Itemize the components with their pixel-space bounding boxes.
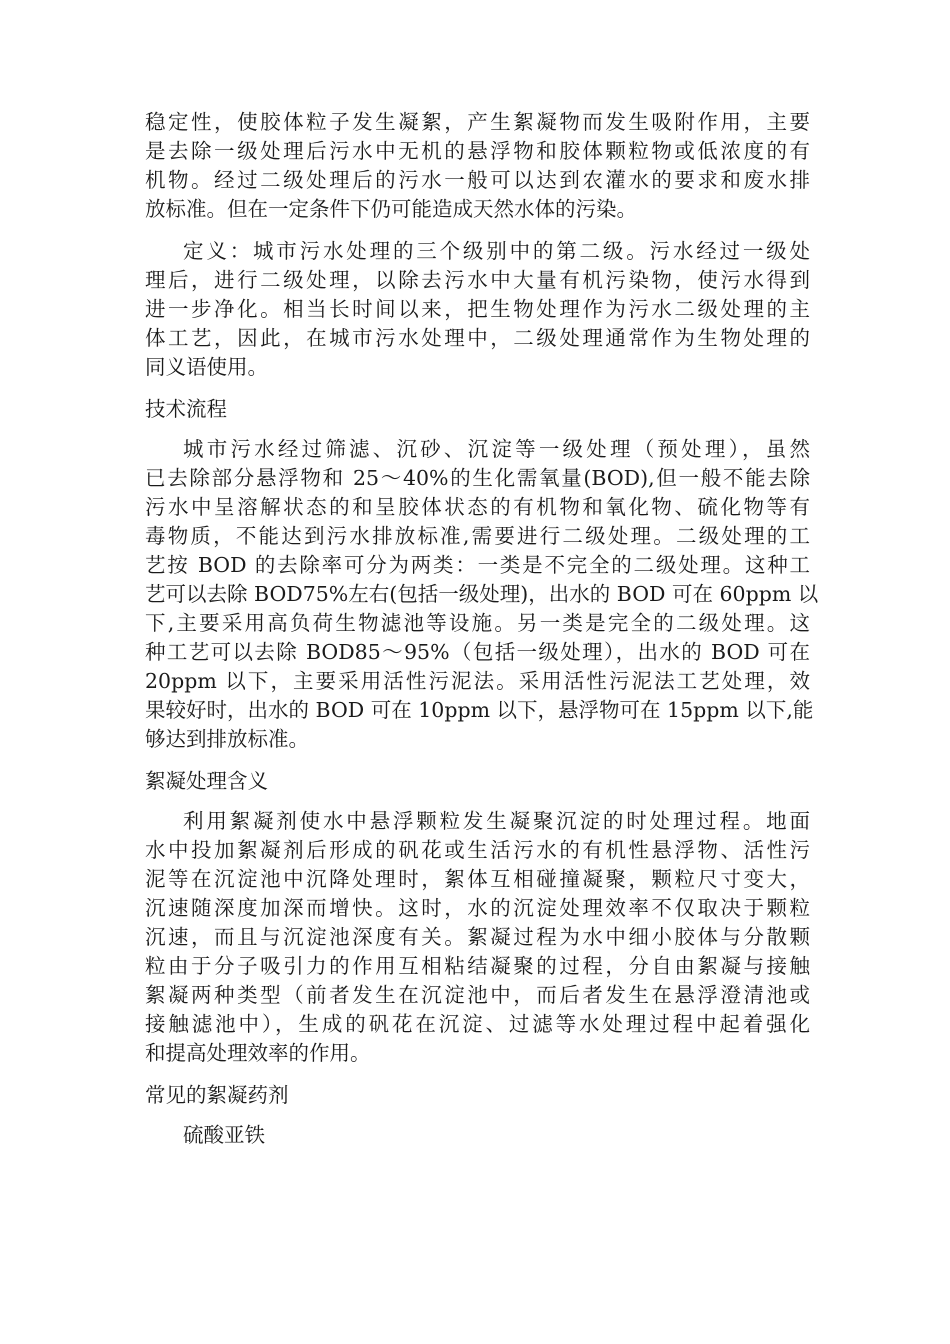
text-line: 粒由于分子吸引力的作用互相粘结凝聚的过程，分自由絮凝与接触	[145, 954, 810, 978]
section-heading: 技术流程	[145, 397, 227, 421]
text-line: 种工艺可以去除 BOD85～95%（包括一级处理），出水的 BOD 可在	[145, 640, 810, 664]
text-line: 下,主要采用高负荷生物滤池等设施。另一类是完全的二级处理。这	[145, 611, 810, 635]
text-line: 利用絮凝剂使水中悬浮颗粒发生凝聚沉淀的时处理过程。地面	[183, 809, 810, 833]
document-page	[145, 108, 819, 1163]
text-line: 已去除部分悬浮物和 25～40%的生化需氧量(BOD),但一般不能去除	[145, 466, 810, 490]
text-line: 稳定性，使胶体粒子发生凝絮，产生絮凝物而发生吸附作用，主要	[145, 110, 810, 134]
paragraph	[145, 237, 810, 382]
text-line: 机物。经过二级处理后的污水一般可以达到农灌水的要求和废水排	[145, 168, 810, 192]
text-line: 放标准。但在一定条件下仍可能造成天然水体的污染。	[145, 197, 637, 221]
text-line: 污水中呈溶解状态的和呈胶体状态的有机物和氧化物、硫化物等有	[145, 495, 810, 519]
section-heading: 常见的絮凝药剂	[145, 1083, 289, 1107]
text-line: 体工艺，因此，在城市污水处理中，二级处理通常作为生物处理的	[145, 326, 810, 350]
text-line: 硫酸亚铁	[183, 1123, 265, 1147]
text-line: 果较好时，出水的 BOD 可在 10ppm 以下，悬浮物可在 15ppm 以下,能	[145, 698, 814, 722]
paragraph	[145, 1121, 810, 1150]
text-line: 进一步净化。相当长时间以来，把生物处理作为污水二级处理的主	[145, 297, 810, 321]
paragraph	[145, 435, 819, 754]
paragraph	[145, 108, 810, 224]
text-line: 艺可以去除 BOD75%左右(包括一级处理)，出水的 BOD 可在 60ppm 以	[145, 582, 819, 606]
text-line: 同义语使用。	[145, 355, 268, 379]
text-line: 20ppm 以下，主要采用活性污泥法。采用活性污泥法工艺处理，效	[145, 669, 810, 693]
text-line: 沉速随深度加深而增快。这时，水的沉淀处理效率不仅取决于颗粒	[145, 896, 810, 920]
text-line: 是去除一级处理后污水中无机的悬浮物和胶体颗粒物或低浓度的有	[145, 139, 810, 163]
text-line: 泥等在沉淀池中沉降处理时，絮体互相碰撞凝聚，颗粒尺寸变大，	[145, 867, 810, 891]
text-line: 毒物质，不能达到污水排放标准,需要进行二级处理。二级处理的工	[145, 524, 810, 548]
paragraph	[145, 807, 810, 1068]
text-line: 理后，进行二级处理，以除去污水中大量有机污染物，使污水得到	[145, 268, 810, 292]
text-line: 城市污水经过筛滤、沉砂、沉淀等一级处理（预处理），虽然	[183, 437, 810, 461]
text-line: 够达到排放标准。	[145, 727, 309, 751]
text-line: 和提高处理效率的作用。	[145, 1041, 371, 1065]
text-line: 定义：城市污水处理的三个级别中的第二级。污水经过一级处	[183, 239, 810, 263]
text-line: 沉速，而且与沉淀池深度有关。絮凝过程为水中细小胶体与分散颗	[145, 925, 810, 949]
text-line: 絮凝两种类型（前者发生在沉淀池中，而后者发生在悬浮澄清池或	[145, 983, 810, 1007]
section-heading: 絮凝处理含义	[145, 769, 268, 793]
text-line: 艺按 BOD 的去除率可分为两类：一类是不完全的二级处理。这种工	[145, 553, 810, 577]
text-line: 水中投加絮凝剂后形成的矾花或生活污水的有机性悬浮物、活性污	[145, 838, 810, 862]
text-line: 接触滤池中），生成的矾花在沉淀、过滤等水处理过程中起着强化	[145, 1012, 810, 1036]
